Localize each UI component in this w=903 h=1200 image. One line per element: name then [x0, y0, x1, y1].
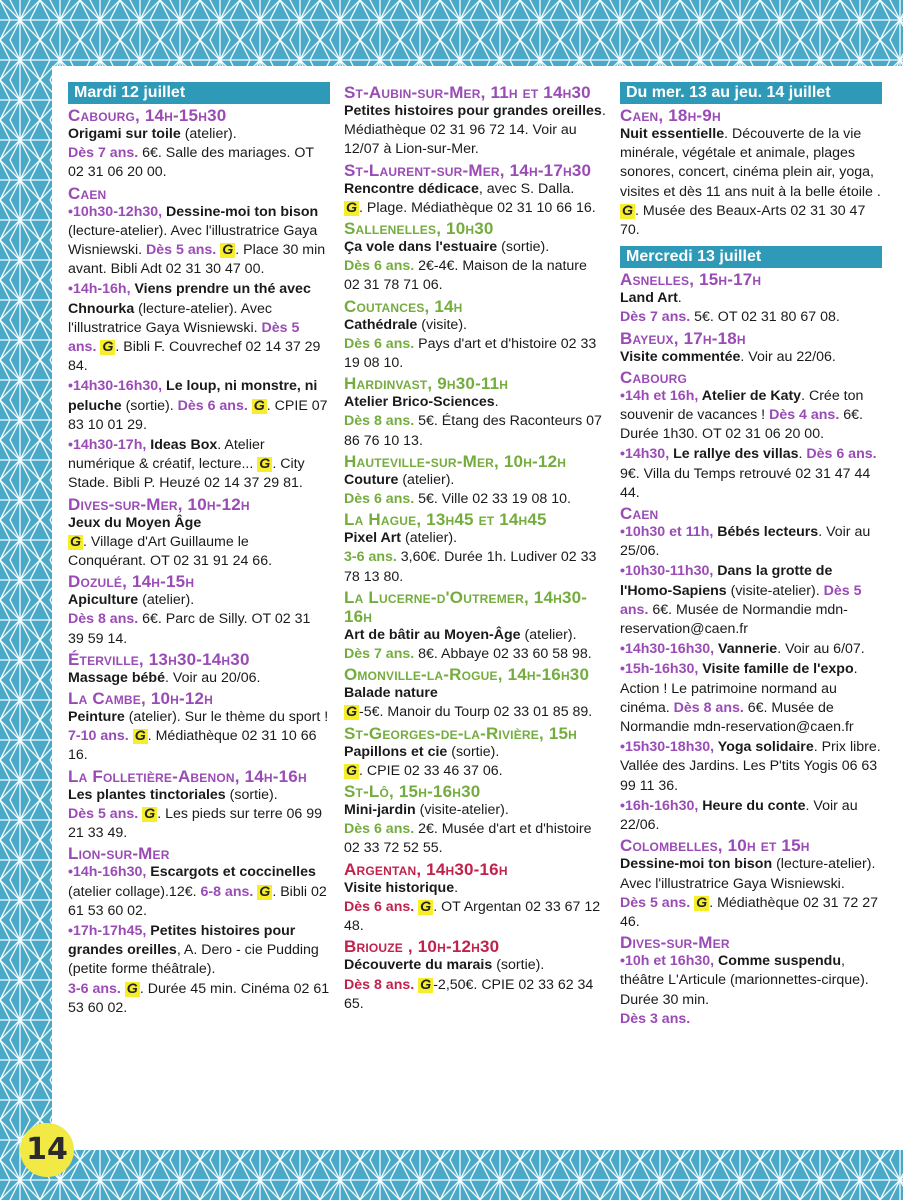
place-heading: Caen: [620, 504, 659, 524]
column-3: [620, 82, 882, 1030]
place-heading: St-Lô, 15h-16h30: [344, 782, 481, 802]
place-heading: Dives-sur-Mer: [620, 933, 730, 953]
place-heading: Asnelles, 15h-17h: [620, 270, 762, 290]
event-cabourg: Cabourg, 14h-15h30 Origami sur toile (atelier). Dès 7 ans. 6€. Salle des mariages. OT 02 31 06 20 00.: [68, 106, 330, 183]
event-item: •15h-16h30, Visite famille de l'expo. Action ! Le patrimoine normand au cinéma. Dès 8 ans. 6€. Musée de Normandie mdn-reservation@caen.fr: [620, 661, 858, 736]
place-heading: St-Laurent-sur-Mer, 14h-17h30: [344, 160, 592, 180]
page-number: 14: [26, 1132, 68, 1167]
event-la-lucerne: La Lucerne-d'Outremer, 14h30-16h Art de bâtir au Moyen-Âge (atelier). Dès 7 ans. 8€. Abbaye 02 33 60 58 98.: [344, 588, 606, 664]
event-hardinvast: Hardinvast, 9h30-11h Atelier Brico-Sciences. Dès 8 ans. 5€. Étang des Raconteurs 07 86 76 10 13.: [344, 374, 606, 451]
free-badge-icon: G: [253, 397, 265, 414]
event-item: •14h30-16h30, Le loup, ni monstre, ni peluche (sortie). Dès 6 ans. G . CPIE 07 83 10 01 29.: [68, 378, 328, 433]
event-st-aubin: St-Aubin-sur-Mer, 11h et 14h30 Petites histoires pour grandes oreilles. Médiathèque 02 31 96 72 14. Voir au 12/07 à Lion-sur-Mer.: [344, 83, 606, 158]
event-asnelles: Asnelles, 15h-17h Land Art. Dès 7 ans. 5€. OT 02 31 80 67 08.: [620, 270, 882, 327]
place-heading: Lion-sur-Mer: [68, 844, 170, 864]
free-badge-icon: G: [222, 242, 234, 259]
event-bayeux: Bayeux, 17h-18h Visite commentée. Voir au 22/06.: [620, 329, 882, 367]
place-heading: La Folletière-Abenon, 14h-16h: [68, 766, 307, 786]
event-la-hague: La Hague, 13h45 et 14h45 Pixel Art (atelier). 3-6 ans. 3,60€. Durée 1h. Ludiver 02 33 78 13 80.: [344, 510, 606, 587]
place-heading: Bayeux, 17h-18h: [620, 328, 746, 348]
free-badge-icon: G: [420, 976, 432, 993]
free-badge-icon: G: [696, 894, 708, 911]
event-item: •10h30-12h30, Dessine-moi ton bison (lecture-atelier). Avec l'illustratrice Gaya Wisniewski. Dès 5 ans. G . Place 30 min avant. Bibli Adt 02 31 30 47 00.: [68, 203, 326, 278]
column-2: [344, 82, 606, 1015]
page-number-badge: [20, 1123, 74, 1177]
date-band: Mardi 12 juillet: [68, 82, 330, 104]
place-heading: Argentan, 14h30-16h: [344, 859, 508, 879]
event-item: •17h-17h45, Petites histoires pour grandes oreilles, A. Dero - cie Pudding (petite forme théâtrale). 3-6 ans. G . Durée 45 min. Cinéma 02 61 53 60 02.: [68, 922, 330, 1016]
event-colombelles: Colombelles, 10h et 15h Dessine-moi ton bison (lecture-atelier). Avec l'illustratrice Gaya Wisniewski. Dès 5 ans. G . Médiathèque 02 31 72 27 46.: [620, 836, 882, 932]
free-badge-icon: G: [70, 533, 82, 550]
event-folletiere: La Folletière-Abenon, 14h-16h Les plantes tinctoriales (sortie). Dès 5 ans. G . Les pieds sur terre 06 99 21 33 49.: [68, 767, 330, 844]
place-heading: Coutances, 14h: [344, 296, 463, 316]
event-st-georges: St-Georges-de-la-Rivière, 15h Papillons et cie (sortie). G . CPIE 02 33 46 37 06.: [344, 724, 606, 781]
place-heading: Colombelles, 10h et 15h: [620, 836, 810, 856]
free-badge-icon: G: [259, 883, 271, 900]
event-eterville: Éterville, 13h30-14h30 Massage bébé. Voir au 20/06.: [68, 650, 330, 688]
event-item: •10h et 16h30, Comme suspendu, théâtre L'Articule (marionnettes-cirque). Durée 30 min. Dès 3 ans.: [620, 953, 869, 1027]
event-dozule: Dozulé, 14h-15h Apiculture (atelier). Dès 8 ans. 6€. Parc de Silly. OT 02 31 39 59 14.: [68, 572, 330, 649]
place-heading: Cabourg, 14h-15h30: [68, 106, 227, 125]
free-badge-icon: G: [102, 339, 114, 356]
place-heading: St-Aubin-sur-Mer, 11h et 14h30: [344, 83, 591, 102]
free-badge-icon: G: [420, 898, 432, 915]
event-item: •14h-16h, Viens prendre un thé avec Chnourka (lecture-atelier). Avec l'illustratrice Gaya Wisniewski. Dès 5 ans. G . Bibli F. Couvrechef 02 14 37 29 84.: [68, 281, 321, 375]
event-item: •14h et 16h, Atelier de Katy. Crée ton souvenir de vacances ! Dès 4 ans. 6€. Durée 1h30. OT 02 31 06 20 00.: [620, 387, 864, 443]
free-badge-icon: G: [622, 202, 634, 219]
event-item: •14h30-16h30, Vannerie. Voir au 6/07.: [620, 641, 865, 658]
free-badge-icon: G: [144, 805, 156, 822]
event-coutances: Coutances, 14h Cathédrale (visite). Dès 6 ans. Pays d'art et d'histoire 02 33 19 08 10.: [344, 297, 606, 374]
event-sallenelles: Sallenelles, 10h30 Ça vole dans l'estuaire (sortie). Dès 6 ans. 2€-4€. Maison de la nature 02 31 78 71 06.: [344, 219, 606, 296]
time-label: •10h30-12h30,: [68, 203, 163, 220]
agenda-page: [52, 66, 903, 1150]
column-1: [68, 82, 330, 1019]
free-badge-icon: G: [346, 762, 358, 779]
event-item: •14h30-17h, Ideas Box. Atelier numérique & créatif, lecture... G . City Stade. Bibli P. Heuzé 02 14 37 29 81.: [68, 437, 305, 492]
place-heading: St-Georges-de-la-Rivière, 15h: [344, 723, 577, 743]
place-heading: Sallenelles, 10h30: [344, 219, 494, 239]
place-heading: Caen: [68, 183, 107, 203]
free-badge-icon: G: [126, 980, 138, 997]
place-heading: Cabourg: [620, 367, 688, 387]
event-dives: Dives-sur-Mer, 10h-12h Jeux du Moyen Âge G . Village d'Art Guillaume le Conquérant. OT 02 31 91 24 66.: [68, 495, 330, 572]
place-heading: Dives-sur-Mer, 10h-12h: [68, 494, 250, 514]
event-argentan: Argentan, 14h30-16h Visite historique. Dès 6 ans. G . OT Argentan 02 33 67 12 48.: [344, 860, 606, 937]
event-item: •10h30 et 11h, Bébés lecteurs. Voir au 25/06.: [620, 524, 871, 560]
place-heading: La Cambe, 10h-12h: [68, 689, 214, 709]
place-heading: Caen, 18h-9h: [620, 106, 721, 125]
time-label: •14h-16h,: [68, 281, 131, 298]
place-heading: Éterville, 13h30-14h30: [68, 649, 250, 669]
age-label: Dès 7 ans.: [68, 145, 139, 162]
event-briouze: Briouze , 10h-12h30 Découverte du marais (sortie). Dès 8 ans. G -2,50€. CPIE 02 33 62 34 65.: [344, 937, 606, 1014]
event-item: •15h30-18h30, Yoga solidaire. Prix libre. Vallée des Jardins. Les P'tits Yogis 06 63 99 11 36.: [620, 739, 881, 794]
event-st-laurent: St-Laurent-sur-Mer, 14h-17h30 Rencontre dédicace, avec S. Dalla. G . Plage. Médiathèque 02 31 10 66 16.: [344, 161, 606, 218]
event-hauteville: Hauteville-sur-Mer, 10h-12h Couture (atelier). Dès 6 ans. 5€. Ville 02 33 19 08 10.: [344, 452, 606, 509]
free-badge-icon: G: [259, 456, 271, 473]
date-band: Mercredi 13 juillet: [620, 246, 882, 268]
event-item: •14h-16h30, Escargots et coccinelles (atelier collage).12€. 6-8 ans. G . Bibli 02 61 53 60 02.: [68, 864, 327, 919]
event-st-lo: St-Lô, 15h-16h30 Mini-jardin (visite-atelier). Dès 6 ans. 2€. Musée d'art et d'histoire 02 33 72 52 55.: [344, 782, 606, 859]
event-caen-nuit: Caen, 18h-9h Nuit essentielle. Découverte de la vie minérale, végétale et animale, plages sonores, concert, cinéma plein air, yoga, visites et dès 11 ans nuit à la belle étoile . G . Musée des Beaux-Arts 02 31 30 47 70.: [620, 106, 881, 239]
event-item: •14h30, Le rallye des villas. Dès 6 ans. 9€. Villa du Temps retrouvé 02 31 47 44 44.: [620, 446, 877, 501]
place-heading: Dozulé, 14h-15h: [68, 572, 195, 592]
place-heading: Omonville-la-Rogue, 14h-16h30: [344, 665, 590, 685]
event-title: Origami sur toile: [68, 126, 181, 142]
event-item: •16h-16h30, Heure du conte. Voir au 22/06.: [620, 797, 858, 834]
date-band: Du mer. 13 au jeu. 14 juillet: [620, 82, 882, 104]
place-heading: Briouze , 10h-12h30: [344, 937, 500, 957]
place-heading: Hauteville-sur-Mer, 10h-12h: [344, 451, 567, 471]
event-item: •10h30-11h30, Dans la grotte de l'Homo-Sapiens (visite-atelier). Dès 5 ans. 6€. Musée de Normandie mdn-reservation@caen.fr: [620, 563, 862, 638]
place-heading: La Lucerne-d'Outremer, 14h30-16h: [344, 587, 588, 626]
free-badge-icon: G: [346, 199, 358, 216]
place-heading: La Hague, 13h45 et 14h45: [344, 510, 547, 530]
time-label: •14h30-16h30,: [68, 378, 163, 395]
place-heading: Hardinvast, 9h30-11h: [344, 374, 509, 394]
event-la-cambe: La Cambe, 10h-12h Peinture (atelier). Sur le thème du sport ! 7-10 ans. G . Médiathèque 02 31 10 66 16.: [68, 689, 329, 764]
time-label: •14h30-17h,: [68, 437, 147, 454]
event-omonville: Omonville-la-Rogue, 14h-16h30 Balade nature G -5€. Manoir du Tourp 02 33 01 85 89.: [344, 665, 606, 722]
free-badge-icon: G: [346, 704, 358, 721]
free-badge-icon: G: [134, 728, 146, 745]
